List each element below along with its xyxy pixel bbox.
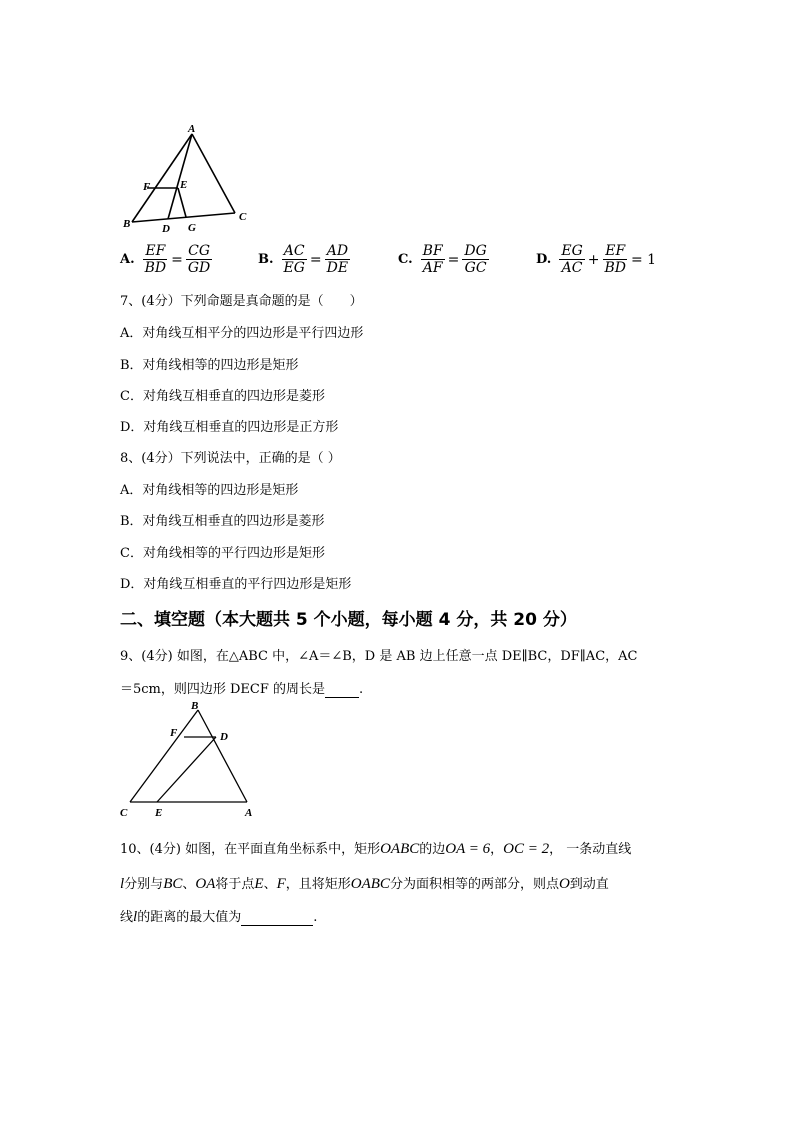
q7-stem: 7、(4分）下列命题是真命题的是（ ） [120, 294, 363, 309]
fraction: $\frac{EG}{AC}$ [561, 243, 583, 276]
label-A: A [188, 123, 196, 135]
fraction: $\frac{EF}{BD}$ [604, 243, 626, 276]
q9-line-2: ＝5cm，则四边形 DECF 的周长是 . [120, 682, 364, 697]
q6-option-d[interactable]: D. $\frac{EG}{AC}$ + $\frac{EF}{BD}$ = 1 [536, 243, 657, 276]
q7-option-a[interactable]: A．对角线互相平分的四边形是平行四边形 [120, 326, 364, 341]
triangle-figure-2 [112, 698, 262, 822]
triangle-figure-1 [118, 120, 258, 240]
label-B: B [123, 218, 131, 230]
q8-option-c[interactable]: C．对角线相等的平行四边形是矩形 [120, 546, 325, 561]
q6-option-c[interactable]: C. $\frac{BF}{AF}$ = $\frac{DG}{GC}$ [398, 243, 487, 276]
q7-option-b[interactable]: B．对角线相等的四边形是矩形 [120, 358, 299, 373]
label-C: C [120, 807, 128, 819]
q8-option-b[interactable]: B．对角线互相垂直的四边形是菱形 [120, 514, 325, 529]
q10-line-2: l分别与BC、OA将于点E、F，且将矩形OABC分为面积相等的两部分，则点O到动直 [120, 876, 609, 892]
label-A: A [245, 807, 253, 819]
fraction: $\frac{DG}{GC}$ [464, 243, 487, 276]
fraction: $\frac{BF}{AF}$ [422, 243, 443, 276]
label-F: F [143, 181, 151, 193]
label-E: E [180, 179, 188, 191]
q6-option-a[interactable]: A. $\frac{EF}{BD}$ = $\frac{CG}{GD}$ [120, 243, 211, 276]
label-E: E [155, 807, 163, 819]
q10-answer-blank[interactable] [241, 910, 313, 926]
label-G: G [188, 222, 196, 234]
q10-line-3: 线l的距离的最大值为 . [120, 909, 318, 925]
label-D: D [162, 223, 170, 235]
q9-line-1: 9、(4分) 如图，在△ABC 中，∠A＝∠B，D 是 AB 边上任意一点 DE∥BC，DF∥AC，AC [120, 649, 638, 664]
fraction: $\frac{AD}{DE}$ [326, 243, 349, 276]
fraction: $\frac{AC}{EG}$ [283, 243, 305, 276]
q8-option-d[interactable]: D．对角线互相垂直的平行四边形是矩形 [120, 577, 352, 592]
fraction: $\frac{EF}{BD}$ [144, 243, 167, 276]
label-D: D [220, 731, 228, 743]
fraction: $\frac{CG}{GD}$ [187, 243, 211, 276]
q7-option-c[interactable]: C．对角线互相垂直的四边形是菱形 [120, 389, 325, 404]
q8-option-a[interactable]: A．对角线相等的四边形是矩形 [120, 483, 299, 498]
q6-option-b[interactable]: B. $\frac{AC}{EG}$ = $\frac{AD}{DE}$ [258, 243, 349, 276]
q9-answer-blank[interactable] [325, 682, 359, 698]
q7-option-d[interactable]: D．对角线互相垂直的四边形是正方形 [120, 420, 339, 435]
label-F: F [170, 727, 178, 739]
section-2-title: 二、填空题（本大题共 5 个小题，每小题 4 分，共 20 分） [120, 610, 577, 630]
q8-stem: 8、(4分）下列说法中，正确的是（ ） [120, 451, 341, 466]
label-C: C [239, 211, 247, 223]
q10-line-1: 10、(4分) 如图，在平面直角坐标系中，矩形OABC的边OA = 6，OC = 2， 一条动直线 [120, 841, 632, 857]
label-B: B [191, 700, 199, 712]
